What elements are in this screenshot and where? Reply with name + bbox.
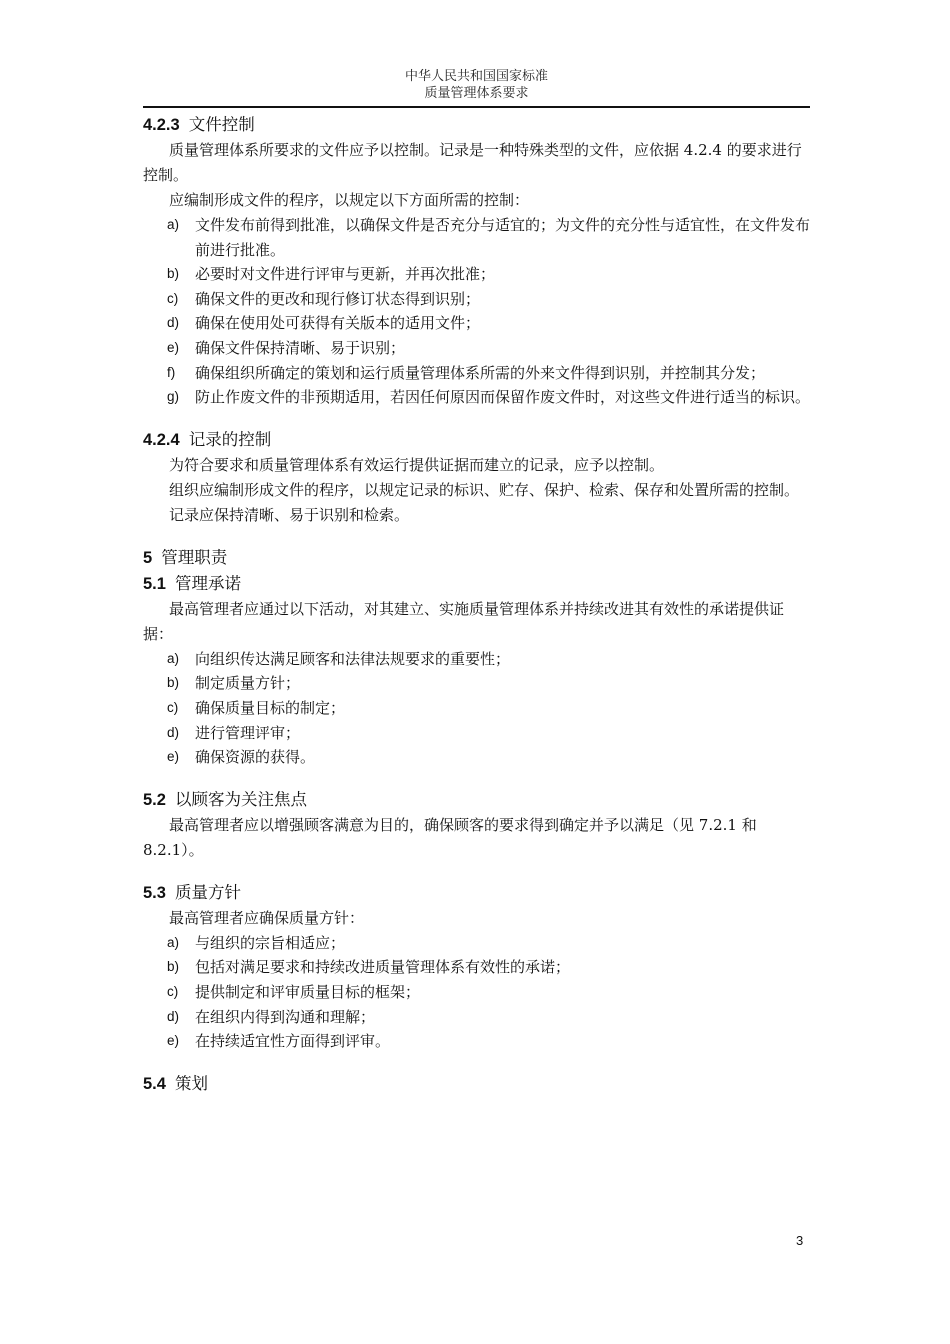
list-marker: b) (167, 675, 180, 691)
list-item (143, 931, 810, 956)
list-text: 确保文件的更改和现行修订状态得到识别； (195, 289, 481, 308)
paragraph: 为符合要求和质量管理体系有效运行提供证据而建立的记录，应予以控制。 (169, 455, 665, 474)
list-text: 进行管理评审； (195, 723, 301, 742)
section-number: 5.3 (143, 883, 166, 902)
paragraph: 质量管理体系所要求的文件应予以控制。记录是一种特殊类型的文件，应依据 4.2.4 的要求进行控制。 (143, 141, 802, 184)
section-number: 5.1 (143, 574, 166, 593)
list-marker: e) (167, 1033, 180, 1049)
list-5-3 (143, 931, 810, 1054)
list-item (143, 361, 810, 386)
section-title: 管理职责 (161, 547, 228, 567)
list-item (143, 955, 810, 980)
list-marker: e) (167, 339, 180, 355)
paragraph: 最高管理者应确保质量方针： (169, 908, 365, 927)
section-4-2-3-heading (143, 112, 810, 138)
section-title: 文件控制 (188, 115, 255, 134)
page-number: 3 (796, 1233, 804, 1248)
section-4-2-4-heading (143, 427, 810, 453)
list-text: 确保文件保持清晰、易于识别； (195, 338, 406, 357)
list-marker: g) (167, 389, 180, 405)
list-item (143, 385, 810, 410)
list-text: 确保在使用处可获得有关版本的适用文件； (195, 314, 481, 333)
list-item (143, 696, 810, 721)
list-item (143, 336, 810, 361)
section-number: 5 (143, 548, 153, 567)
section-number: 5.4 (143, 1074, 166, 1093)
list-marker: c) (167, 290, 179, 306)
list-item (143, 1029, 810, 1054)
header-divider (143, 106, 810, 108)
list-marker: e) (167, 749, 180, 765)
list-text: 向组织传达满足顾客和法律法规要求的重要性； (195, 649, 511, 668)
list-text: 在持续适宜性方面得到评审。 (195, 1032, 391, 1051)
list-text: 确保资源的获得。 (195, 748, 316, 767)
list-text: 制定质量方针； (195, 674, 301, 693)
list-marker: d) (167, 724, 180, 740)
list-text: 与组织的宗旨相适应； (195, 933, 346, 952)
list-text: 文件发布前得到批准，以确保文件是否充分与适宜的；为文件的充分性与适宜性，在文件发布前进行批准。 (195, 216, 811, 259)
page-content (143, 112, 810, 1097)
paragraph: 记录应保持清晰、易于识别和检索。 (169, 505, 410, 524)
header-standard-name: 中华人民共和国国家标准 (404, 69, 548, 84)
section-5-2-heading (143, 787, 810, 813)
list-text: 确保组织所确定的策划和运行质量管理体系所需的外来文件得到识别，并控制其分发； (195, 363, 766, 382)
list-text: 必要时对文件进行评审与更新，并再次批准； (195, 265, 496, 284)
list-item (143, 1005, 810, 1030)
list-marker: a) (167, 217, 180, 232)
section-number: 5.2 (143, 790, 166, 809)
list-marker: a) (167, 934, 180, 950)
list-item (143, 721, 810, 746)
list-4-2-3 (143, 213, 810, 410)
section-5-3-heading (143, 880, 810, 906)
section-number: 4.2.4 (143, 430, 180, 449)
list-5-1 (143, 647, 810, 770)
section-title: 以顾客为关注焦点 (174, 789, 307, 809)
list-item (143, 311, 810, 336)
list-marker: d) (167, 315, 180, 331)
list-text: 防止作废文件的非预期适用，若因任何原因而保留作废文件时，对这些文件进行适当的标识。 (195, 388, 811, 407)
page-header (143, 68, 810, 102)
section-5-1-heading (143, 571, 810, 597)
list-marker: b) (167, 959, 180, 975)
list-marker: b) (167, 266, 180, 282)
section-title: 管理承诺 (174, 573, 241, 593)
list-item (143, 287, 810, 312)
list-text: 提供制定和评审质量目标的框架； (195, 982, 421, 1001)
section-number: 4.2.3 (143, 116, 180, 134)
list-marker: a) (167, 650, 180, 666)
section-title: 策划 (174, 1073, 208, 1093)
section-title: 质量方针 (174, 882, 241, 902)
section-5-heading (143, 545, 810, 571)
list-marker: d) (167, 1008, 180, 1024)
list-item (143, 745, 810, 770)
list-item (143, 213, 810, 262)
list-marker: c) (167, 983, 179, 999)
list-item (143, 647, 810, 672)
list-text: 包括对满足要求和持续改进质量管理体系有效性的承诺； (195, 958, 571, 977)
list-text: 确保质量目标的制定； (195, 698, 346, 717)
list-item (143, 671, 810, 696)
paragraph: 组织应编制形成文件的程序，以规定记录的标识、贮存、保护、检索、保存和处置所需的控制。 (169, 480, 800, 499)
paragraph: 最高管理者应通过以下活动，对其建立、实施质量管理体系并持续改进其有效性的承诺提供证据： (143, 599, 785, 643)
paragraph: 最高管理者应以增强顾客满意为目的，确保顾客的要求得到确定并予以满足（见 7.2.1 和 8.2.1）。 (143, 815, 757, 859)
list-item (143, 262, 810, 287)
paragraph: 应编制形成文件的程序，以规定以下方面所需的控制： (169, 191, 530, 209)
header-document-title: 质量管理体系要求 (424, 86, 529, 101)
section-title: 记录的控制 (188, 429, 272, 449)
list-text: 在组织内得到沟通和理解； (195, 1007, 376, 1026)
list-item (143, 980, 810, 1005)
list-marker: f) (167, 364, 176, 380)
list-marker: c) (167, 699, 179, 715)
section-5-4-heading (143, 1071, 810, 1097)
